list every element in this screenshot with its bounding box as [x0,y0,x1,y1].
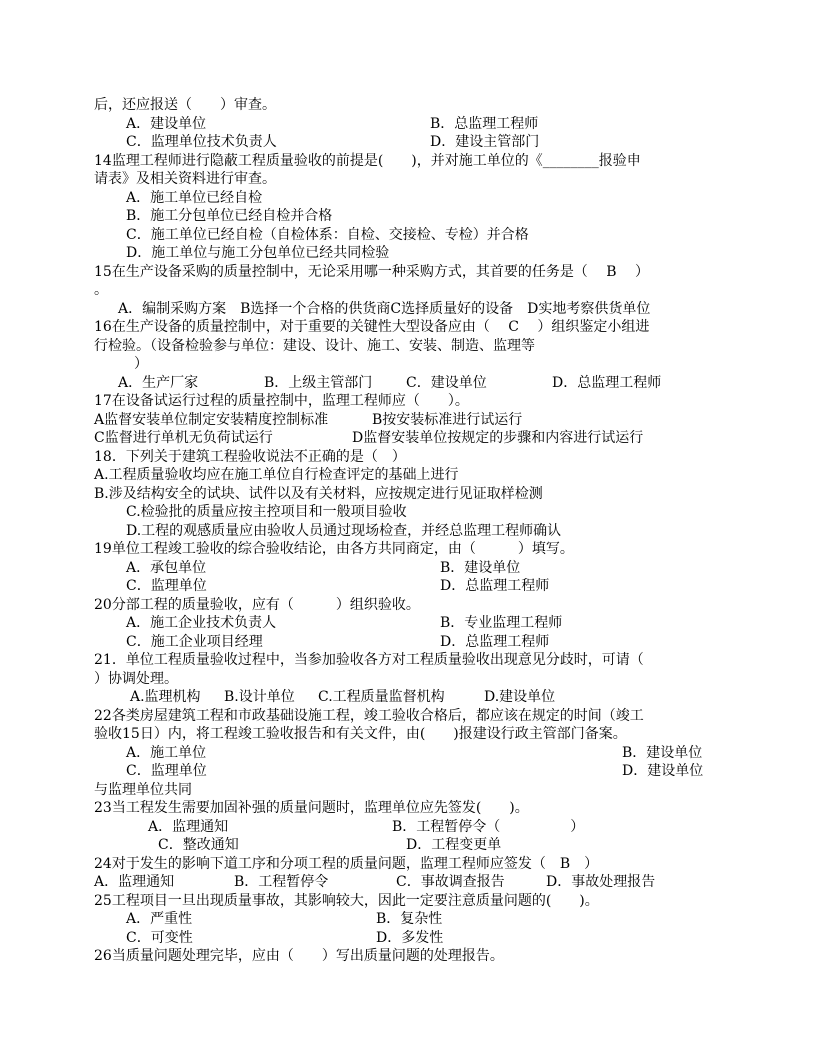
option-line [94,688,734,707]
question-line [94,855,734,874]
option-d: D．总监理工程师 [440,633,550,650]
option-line [94,411,734,430]
option-line [94,522,734,541]
option-c: C．监理单位 [126,763,207,779]
option-line [94,485,734,504]
option-line [94,929,734,948]
question-23: 23当工程发生需要加固补强的质量问题时，监理单位应先签发( )。 [94,800,529,816]
line-text: 验收15日）内，将工程竣工验收报告和有关文件，由( )报建设行政主管部门备案。 [94,726,627,742]
option-b: B．总监理工程师 [430,115,539,132]
option-line [94,133,734,152]
option-b: B．施工分包单位已经自检并合格 [126,208,333,224]
option-line [94,873,734,892]
option-b: B.涉及结构安全的试块、试件以及有关材料，应按规定进行见证取样检测 [94,485,543,502]
option-d: D．施工单位与施工分包单位已经共同检验 [126,245,390,261]
question-line [94,596,734,615]
option-line [94,503,734,522]
question-line [94,651,734,670]
option-a: A.监理机构 [130,689,201,705]
option-d: D．建设单位 [622,763,704,779]
option-d: D.建设单位 [484,689,556,705]
option-line [94,244,734,263]
text-line [94,337,734,356]
question-line [94,947,734,966]
text-line [94,170,734,189]
options-15: A．编制采购方案 B选择一个合格的供货商C选择质量好的设备 D实地考察供货单位 [118,300,651,317]
option-a: A．施工单位已经自检 [126,189,263,206]
text-line [94,281,734,300]
question-22: 22各类房屋建筑工程和市政基础设施工程，竣工验收合格后，都应该在规定的时间（竣工 [94,707,644,724]
option-b: B按安装标准进行试运行 [372,411,523,428]
option-a: A．生产厂家 [118,374,199,391]
option-line [94,762,734,781]
option-b: B．建设单位 [622,744,703,761]
option-c: C．可变性 [126,929,193,946]
option-a: A．施工企业技术负责人 [126,615,277,631]
option-d: D．事故处理报告 [546,874,656,890]
option-d: D．工程变更单 [406,837,502,853]
option-b: B．建设单位 [440,559,521,576]
line-text: 行检验。（设备检验参与单位：建设、设计、施工、安装、制造、监理等 [94,337,535,354]
text-line [94,96,734,115]
option-line [94,466,734,485]
question-24: 24对于发生的影响下道工序和分项工程的质量问题，监理工程师应签发（ B ） [94,855,599,872]
option-b: B．复杂性 [376,911,443,927]
question-21: 21．单位工程质量验收过程中，当参加验收各方对工程质量验收出现意见分歧时，可请（ [94,652,644,668]
question-25: 25工程项目一旦出现质量事故，其影响较大，因此一定要注意质量问题的( )。 [94,892,599,909]
option-d: D.工程的观感质量应由验收人员通过现场检查，并经总监理工程师确认 [126,522,562,539]
option-c: C.工程质量监督机构 [318,689,445,705]
option-a: A．建设单位 [126,115,207,132]
option-d: D．建设主管部门 [430,134,540,150]
option-line [94,818,734,837]
line-text: 请表》及相关资料进行审查。 [94,171,276,187]
question-line [94,448,734,467]
question-26: 26当质量问题处理完毕，应由（ ）写出质量问题的处理报告。 [94,948,504,964]
option-a: A．承包单位 [126,559,207,576]
option-line [94,836,734,855]
option-line [94,577,734,596]
option-c: C.检验批的质量应按主控项目和一般项目验收 [126,504,407,520]
option-line [94,559,734,578]
text-line [94,725,734,744]
option-d: D．总监理工程师 [440,578,550,594]
line-text: 与监理单位共同 [94,781,192,798]
option-a: A．监理通知 [148,818,229,835]
option-line [94,226,734,245]
question-line [94,318,734,337]
option-d: D监督安装单位按规定的步骤和内容进行试运行 [352,430,644,446]
option-b: B．工程暂停令 [234,874,329,890]
option-b: B．工程暂停令（ ） [392,818,585,835]
option-b: B.设计单位 [224,689,295,705]
option-c: C．监理单位技术负责人 [126,134,277,150]
line-text: 。 [94,282,108,298]
option-line [94,744,734,763]
option-a: A．施工单位 [126,744,207,761]
option-line [94,614,734,633]
question-line [94,707,734,726]
text-line [94,670,734,689]
option-c: C．整改通知 [158,837,239,853]
option-c: C．施工企业项目经理 [126,633,263,650]
question-line [94,263,734,282]
option-b: B．专业监理工程师 [440,615,563,631]
line-text: ）协调处理。 [94,670,178,687]
question-14: 14监理工程师进行隐蔽工程质量验收的前提是( )，并对施工单位的《________报验申 [94,152,641,169]
option-a: A．严重性 [126,911,193,927]
question-line [94,799,734,818]
line-text: ） [134,356,148,372]
question-15: 15在生产设备采购的质量控制中，无论采用哪一种采购方式，其首要的任务是（ B ） [94,263,650,280]
question-line [94,892,734,911]
question-line [94,152,734,171]
option-line [94,910,734,929]
question-line [94,392,734,411]
option-line [94,633,734,652]
option-d: D．多发性 [376,929,444,946]
option-c: C．事故调查报告 [396,874,505,890]
document-body [94,96,734,966]
option-c: C监督进行单机无负荷试运行 [94,430,273,446]
option-line [94,429,734,448]
option-a: A．监理通知 [94,874,175,890]
option-line [94,207,734,226]
question-16: 16在生产设备的质量控制中，对于重要的关键性大型设备应由（ C ）组织鉴定小组进 [94,319,650,335]
option-c: C．施工单位已经自检（自检体系：自检、交接检、专检）并合格 [126,226,529,243]
option-a: A监督安装单位制定安装精度控制标准 [94,411,329,428]
text-line [94,781,734,800]
option-c: C．监理单位 [126,578,207,594]
option-d: D．总监理工程师 [552,374,662,391]
option-line [94,189,734,208]
text-line [94,355,734,374]
question-19: 19单位工程竣工验收的综合验收结论，由各方共同商定，由（ ）填写。 [94,541,574,557]
line-text: 后，还应报送（ ）审查。 [94,97,276,113]
question-18: 18．下列关于建筑工程验收说法不正确的是（ ） [94,448,406,465]
option-b: B．上级主管部门 [264,374,373,391]
question-20: 20分部工程的质量验收，应有（ ）组织验收。 [94,596,420,613]
option-a: A.工程质量验收均应在施工单位自行检查评定的基础上进行 [94,467,459,483]
question-17: 17在设备试运行过程的质量控制中，监理工程师应（ ）。 [94,393,469,409]
option-line [94,300,734,319]
option-line [94,115,734,134]
question-line [94,540,734,559]
option-line [94,374,734,393]
option-c: C．建设单位 [406,374,487,391]
